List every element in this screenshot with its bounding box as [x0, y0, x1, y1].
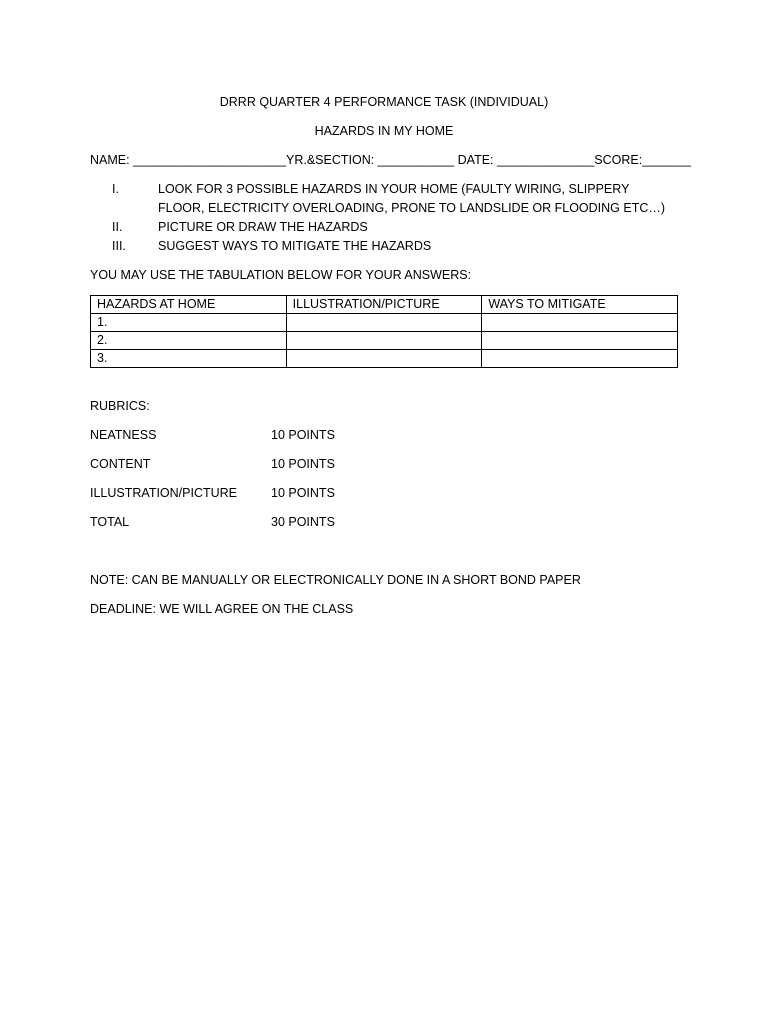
document-title: DRRR QUARTER 4 PERFORMANCE TASK (INDIVIDUAL): [219, 95, 549, 109]
table-row: [91, 314, 678, 332]
rubric-label: CONTENT: [90, 457, 151, 471]
rubric-label: NEATNESS: [90, 428, 157, 442]
instruction-text: SUGGEST WAYS TO MITIGATE THE HAZARDS: [158, 239, 432, 253]
student-info-line: NAME: ______________________YR.&SECTION: ___________ DATE: ______________SCORE:_______: [90, 153, 691, 167]
table-cell: [286, 332, 482, 350]
rubric-label: ILLUSTRATION/PICTURE: [90, 486, 238, 500]
table-intro: YOU MAY USE THE TABULATION BELOW FOR YOUR ANSWERS:: [90, 268, 472, 282]
instruction-text: LOOK FOR 3 POSSIBLE HAZARDS IN YOUR HOME (FAULTY WIRING, SLIPPERY FLOOR, ELECTRICITY OVERLOADING, PRONE TO LANDSLIDE OR FLOODING ETC…): [158, 182, 666, 215]
table-header-row: [91, 296, 678, 314]
rubric-label: TOTAL: [90, 515, 130, 529]
rubric-points: 10 POINTS: [271, 457, 335, 471]
table-cell: [482, 350, 678, 368]
instruction-number: I.: [112, 182, 119, 196]
column-header: WAYS TO MITIGATE: [482, 296, 678, 314]
table-row: [91, 332, 678, 350]
instruction-number: II.: [112, 220, 123, 234]
rubrics-heading: RUBRICS:: [90, 399, 150, 413]
note-text: NOTE: CAN BE MANUALLY OR ELECTRONICALLY DONE IN A SHORT BOND PAPER: [90, 573, 581, 587]
answers-table: [90, 295, 678, 368]
table-cell: [482, 314, 678, 332]
column-header: ILLUSTRATION/PICTURE: [286, 296, 482, 314]
table-cell: [286, 350, 482, 368]
table-row: [91, 350, 678, 368]
table-cell: 1.: [91, 314, 287, 332]
rubric-points: 10 POINTS: [271, 428, 335, 442]
table-cell: 3.: [91, 350, 287, 368]
instruction-text: PICTURE OR DRAW THE HAZARDS: [158, 220, 368, 234]
document-subtitle: HAZARDS IN MY HOME: [314, 124, 454, 138]
rubric-points: 30 POINTS: [271, 515, 335, 529]
rubric-points: 10 POINTS: [271, 486, 335, 500]
table-cell: [286, 314, 482, 332]
instruction-number: III.: [112, 239, 126, 253]
table-cell: 2.: [91, 332, 287, 350]
table-cell: [482, 332, 678, 350]
deadline-text: DEADLINE: WE WILL AGREE ON THE CLASS: [90, 602, 354, 616]
column-header: HAZARDS AT HOME: [91, 296, 287, 314]
